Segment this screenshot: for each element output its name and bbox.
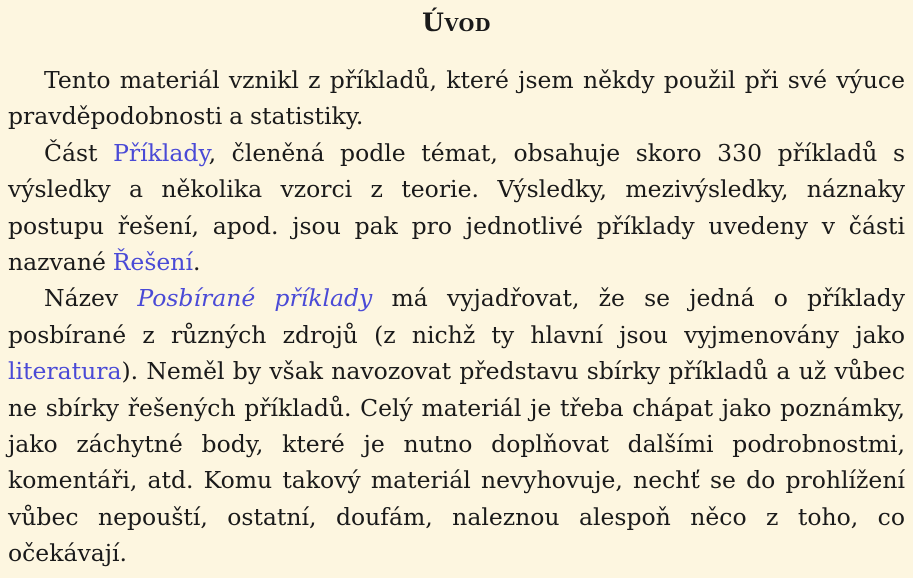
paragraph-parts-text-3: . — [192, 248, 201, 277]
paragraph-intro-text: Tento materiál vznikl z příkladů, které jsem někdy použil při své výuce pravděpodobnosti a statistiky. — [8, 66, 905, 131]
section-title: Úvod — [422, 8, 491, 37]
paragraph-name-text-1: Název — [44, 284, 138, 313]
paragraph-intro — [8, 62, 905, 135]
paragraph-parts-text-2: , členěná podle témat, obsahuje skoro 330 příkladů s výsledky a několika vzorci z teorie. Výsledky, mezivýsledky, náznaky postupu řešení, apod. jsou pak pro jednotlivé příklady uvedeny v části nazvané — [8, 138, 905, 277]
paragraph-name-text-2: má vyjadřovat, že se jedná o příklady posbírané z různých zdrojů (z nichž ty hlavní jsou vyjmenovány jako — [8, 284, 905, 349]
link-priklady[interactable]: Příklady — [113, 138, 209, 167]
link-posbirane-priklady[interactable]: Posbírané příklady — [137, 284, 373, 313]
paragraph-parts — [8, 135, 905, 281]
paragraph-parts-text-1: Část — [44, 138, 114, 167]
paragraph-name — [8, 280, 905, 571]
link-reseni[interactable]: Řešení — [112, 248, 193, 277]
link-literatura[interactable]: literatura — [8, 357, 122, 386]
paragraph-name-text-3: ). Neměl by však navozovat představu sbírky příkladů a už vůbec ne sbírky řešených příkladů. Celý materiál je třeba chápat jako poznámky, jako záchytné body, které je nutno doplňovat dalšími podrobnostmi, komentáři, atd. Komu takový materiál nevyhovuje, nechť se do prohlížení vůbec nepouští, ostatní, doufám, naleznou alespoň něco z toho, co očekávají. — [8, 357, 905, 568]
